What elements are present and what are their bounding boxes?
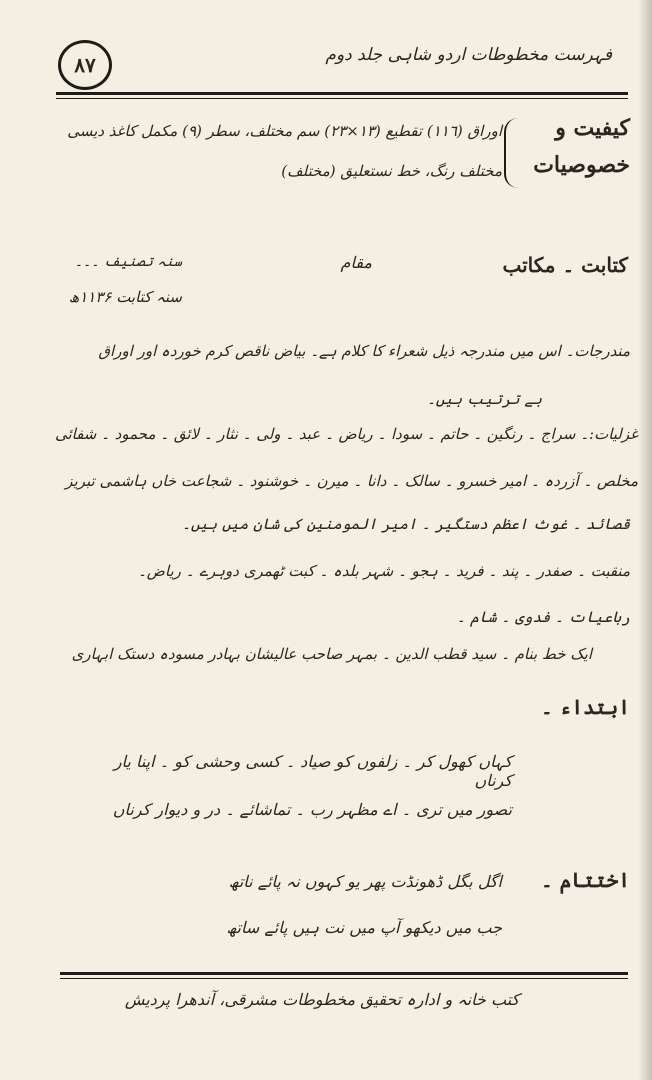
ghazaliyat-line-1: غزلیات:۔ سراج ۔ رنگین ۔ حاتم ۔ سودا ۔ ریاض ۔ عبد ۔ ولی ۔ نثار ۔ لائق ۔ محمود ۔ شفائی <box>54 425 638 443</box>
bottom-rule-thin <box>60 978 628 979</box>
kaifiyat-heading-1: کیفیت و <box>555 115 630 141</box>
top-rule-thin <box>56 98 628 99</box>
kaifiyat-line-2: مختلف رنگ، خط نستعلیق (مختلف) <box>281 162 502 180</box>
mundarijat-line-2: بے ترتیب ہیں۔ <box>426 390 542 408</box>
footer-imprint: کتب خانہ و ادارہ تحقیق مخطوطات مشرقی، آندھرا پردیش <box>124 990 520 1009</box>
manqabat-line: منقبت ۔ صفدر ۔ پند ۔ فرید ۔ ہجو ۔ شہر بلدہ ۔ کبت ٹھمری دوہرے ۔ ریاض۔ <box>137 562 630 580</box>
ibtida-heading: ابتداء ۔ <box>541 695 630 719</box>
top-rule-thick <box>56 92 628 95</box>
bottom-rule-thick <box>60 972 628 975</box>
ikhtitam-verse-2: جب میں دیکھو آپ میں نت ہیں پائے ساتھ <box>226 918 502 937</box>
rubaiyat-line: رباعیات ۔ فدوی ۔ شام ۔ <box>456 608 630 626</box>
page-number-text: ٨٧ <box>74 53 96 77</box>
san-kitabat-label: سنہ کتابت ۱۱۳۶ھ <box>68 288 182 306</box>
san-tasneef-label: سنہ تصنیف ۔۔۔ <box>74 254 182 270</box>
maqam-label: مقام <box>340 253 372 272</box>
kaifiyat-line-1: اوراق (١١٦) تقطیع (١٣×٢٣) سم مختلف، سطر (٩) مکمل کاغذ دیسی <box>67 122 502 140</box>
running-head: فہرست مخطوطات اردو شاہی جلد دوم <box>325 45 612 65</box>
page-edge-shadow <box>638 0 652 1080</box>
ibtida-verse-1: کہاں کھول کر ۔ زلفوں کو صیاد ۔ کسی وحشی کو ۔ اپنا یار کرناں <box>113 752 512 790</box>
kitabat-label: کتابت ۔ مکاتب <box>502 253 628 277</box>
kaifiyat-heading-2: خصوصیات <box>533 152 630 179</box>
ikhtitam-verse-1: اگل بگل ڈھونڈت پھر یو کہوں نہ پائے ناتھ <box>228 872 502 891</box>
kaifiyat-brace <box>504 118 520 188</box>
page-number <box>58 40 112 90</box>
kaifiyat-heading <box>510 110 630 185</box>
ibtida-verse-2: تصور میں تری ۔ اے مظہر رب ۔ تماشائے ۔ در و دیوار کرناں <box>112 800 512 819</box>
ikhtitam-heading: اختتام ۔ <box>541 868 630 892</box>
qasaid-line: قصائد ۔ غوث اعظم دستگیر ۔ امیر المومنین کی شان میں ہیں۔ <box>182 515 630 533</box>
ek-khat-line: ایک خط بنام ۔ سید قطب الدین ۔ بمہر صاحب عالیشان بہادر مسودہ دستک ابہاری <box>71 645 592 663</box>
mundarijat-line-1: مندرجات۔ اس میں مندرجہ ذیل شعراء کا کلام ہے۔ بیاض ناقص کرم خوردہ اور اوراق <box>98 342 630 360</box>
ghazaliyat-line-2: مخلص ۔ آزردہ ۔ امیر خسرو ۔ سالک ۔ دانا ۔ میرن ۔ خوشنود ۔ شجاعت خاں ہاشمی تبریز <box>65 472 638 490</box>
